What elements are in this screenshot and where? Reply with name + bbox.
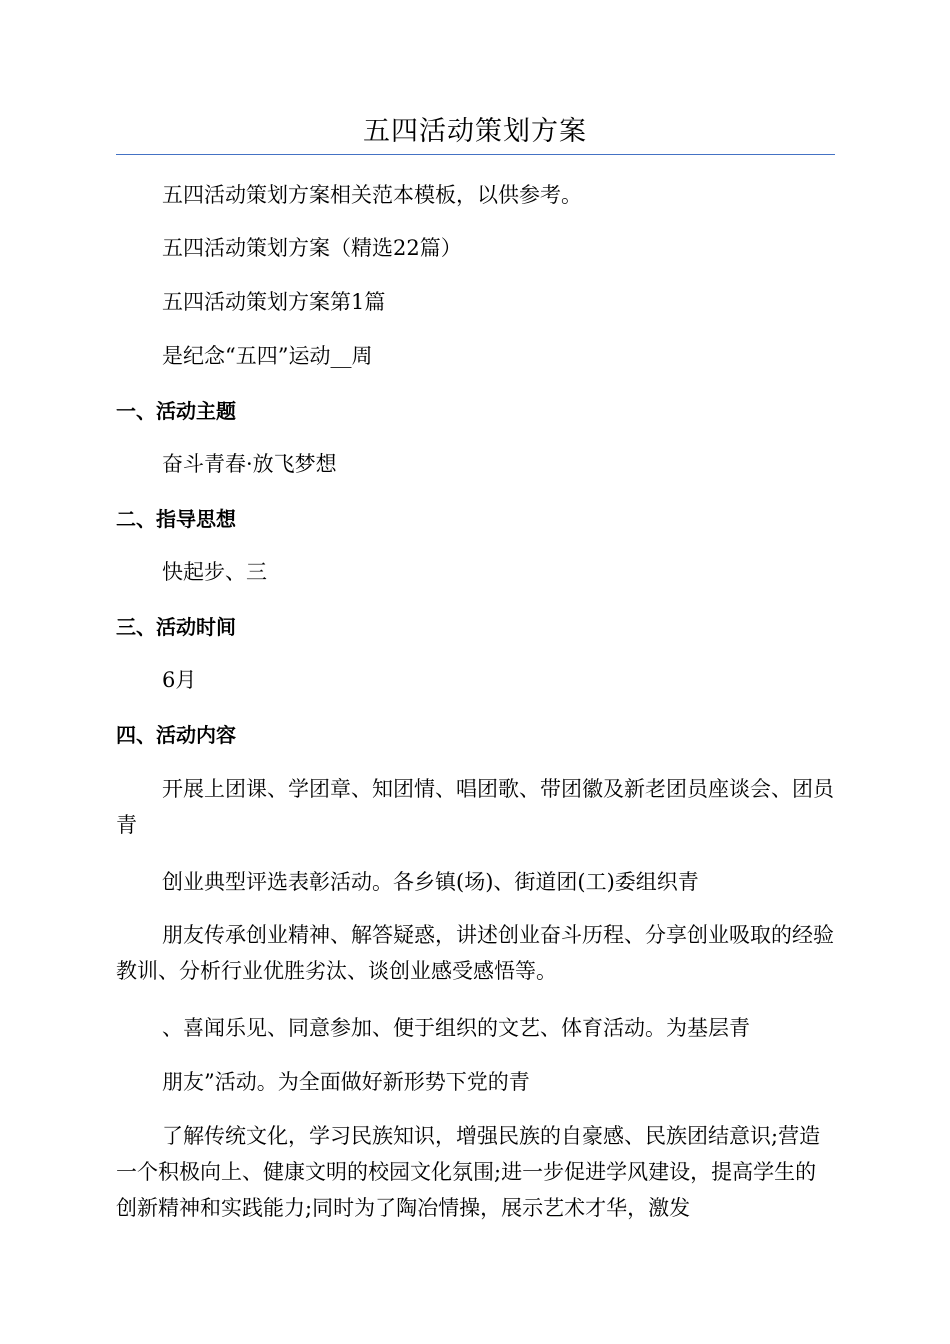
intro-paragraph: 五四活动策划方案相关范本模板，以供参考。: [162, 183, 582, 207]
section-heading-guidance: 二、指导思想: [116, 507, 236, 531]
chapter-paragraph: 五四活动策划方案第1篇: [162, 290, 386, 314]
section-heading-theme: 一、活动主题: [116, 399, 236, 423]
content-paragraph: 了解传统文化，学习民族知识，增强民族的自豪感、民族团结意识;营造一个积极向上、健康文明的校园文化氛围;进一步促进学风建设，提高学生的创新精神和实践能力;同时为了陶冶情操，展示艺术才华，激发: [116, 1124, 821, 1220]
selection-paragraph: 五四活动策划方案（精选22篇）: [162, 236, 462, 260]
content-paragraph: 朋友传承创业精神、解答疑惑，讲述创业奋斗历程、分享创业吸取的经验教训、分析行业优胜劣汰、谈创业感受感悟等。: [116, 923, 834, 983]
title-underline: [116, 154, 835, 155]
content-paragraph: 、喜闻乐见、同意参加、便于组织的文艺、体育活动。为基层青: [162, 1016, 750, 1040]
section-text-guidance: 快起步、三: [162, 560, 267, 584]
section-text-time: 6月: [162, 668, 197, 692]
content-paragraph: 创业典型评选表彰活动。各乡镇(场)、街道团(工)委组织青: [162, 870, 699, 894]
content-paragraph: 朋友”活动。为全面做好新形势下党的青: [162, 1070, 530, 1094]
commemoration-paragraph: 是纪念“五四”运动__周: [162, 344, 373, 368]
content-paragraph: 开展上团课、学团章、知团情、唱团歌、带团徽及新老团员座谈会、团员青: [116, 777, 834, 837]
page-title: 五四活动策划方案: [363, 116, 587, 147]
section-heading-content: 四、活动内容: [116, 723, 236, 747]
section-text-theme: 奋斗青春·放飞梦想: [162, 452, 337, 476]
section-heading-time: 三、活动时间: [116, 615, 236, 639]
